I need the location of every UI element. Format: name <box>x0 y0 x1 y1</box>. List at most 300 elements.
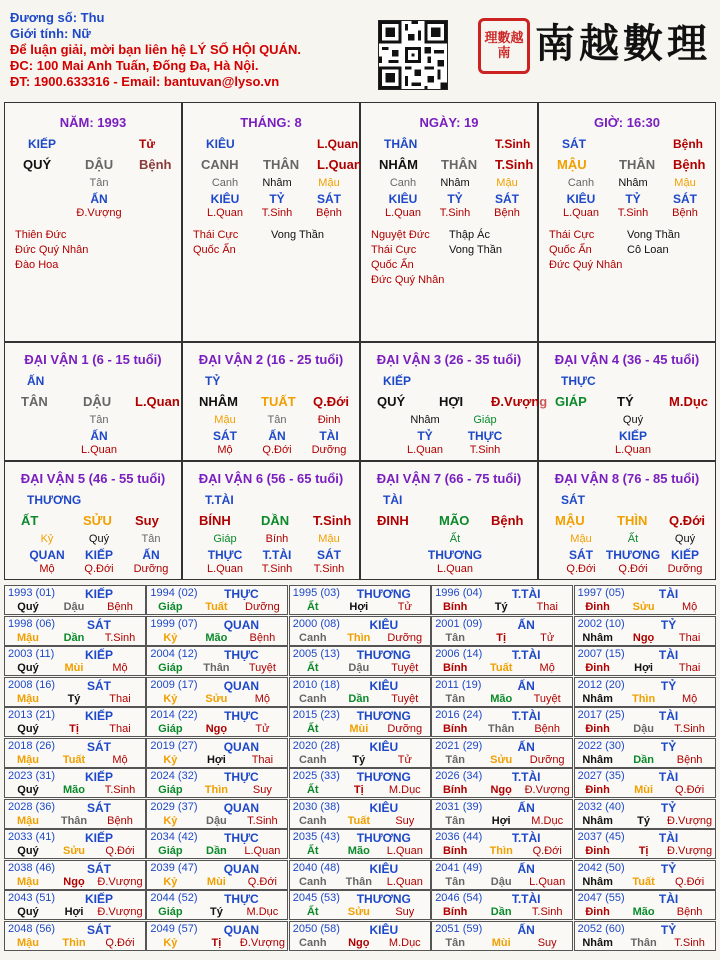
annual-stem: Giáp <box>158 662 183 674</box>
annual-branch: Thân <box>203 662 230 674</box>
annual-branch: Dần <box>206 845 227 857</box>
annual-year: 2006 (14) <box>435 648 483 660</box>
annual-branch: Mão <box>632 906 655 918</box>
annual-god: TÀI <box>658 709 679 723</box>
annual-god: KIÊU <box>369 678 399 693</box>
annual-phase: Suy <box>537 936 557 949</box>
annual-phase: Bệnh <box>534 723 561 735</box>
annual-cell <box>289 921 431 951</box>
annual-stem: Nhâm <box>582 875 613 888</box>
annual-god: KIẾP <box>84 709 113 723</box>
annual-stem: Giáp <box>158 601 183 613</box>
phone-email: ĐT: 1900.633316 - Email: bantuvan@lyso.vn <box>10 74 280 89</box>
hidden-stem: Canh <box>211 177 239 189</box>
annual-stem: Canh <box>299 692 327 705</box>
annual-cell <box>4 890 146 920</box>
annual-cell <box>146 799 288 829</box>
annual-cell <box>574 738 716 768</box>
annual-branch: Mão <box>63 784 85 796</box>
annual-phase: Tử <box>540 631 555 644</box>
annual-stem: Đinh <box>585 845 610 857</box>
annual-year: 2039 (47) <box>150 861 198 874</box>
annual-stem: Ất <box>306 723 319 735</box>
annual-branch: Thìn <box>631 692 656 705</box>
annual-phase: Thai <box>536 601 558 613</box>
hidden-stem: Nhâm <box>618 177 648 189</box>
annual-cell <box>289 738 431 768</box>
hidden-phase: L.Quan <box>80 444 118 456</box>
annual-branch: Mão <box>205 631 228 644</box>
annual-row <box>4 646 716 676</box>
annual-stem: Mậu <box>17 875 39 888</box>
annual-stem: Bính <box>442 845 468 857</box>
annual-year: 2017 (25) <box>577 709 625 721</box>
luck-stem-god: THƯƠNG <box>27 493 82 507</box>
hidden-phase: L.Quan <box>562 207 600 219</box>
annual-god: QUAN <box>223 678 260 693</box>
annual-year: 2045 (53) <box>292 892 340 904</box>
hidden-god: TỶ <box>447 192 463 206</box>
annual-god: QUAN <box>223 800 260 815</box>
annual-branch: Dần <box>490 906 512 918</box>
luck-stem-god: SÁT <box>561 493 585 507</box>
annual-branch: Ngọ <box>632 631 655 644</box>
pillar-stem-god: THÂN <box>384 137 418 151</box>
pillar-cell <box>538 102 716 342</box>
luck-cell <box>4 342 182 461</box>
annual-stem: Mậu <box>17 814 39 827</box>
annual-year: 2049 (57) <box>150 922 198 935</box>
annual-year: 2030 (38) <box>292 800 340 813</box>
star-good: Thiên Đức <box>15 229 67 241</box>
annual-phase: L.Quan <box>529 875 566 888</box>
luck-stem-god: ẤN <box>27 374 45 388</box>
address: ĐC: 100 Mai Anh Tuấn, Đống Đa, Hà Nội. <box>10 58 259 73</box>
hidden-stem: Ất <box>449 533 461 545</box>
hidden-stem: Mậu <box>496 177 518 189</box>
annual-row <box>4 829 716 859</box>
annual-phase: T.Sinh <box>674 936 705 949</box>
annual-stem: Mậu <box>17 936 39 949</box>
hidden-god: TỶ <box>269 192 285 206</box>
annual-god: TỶ <box>660 617 677 632</box>
annual-phase: M.Dục <box>388 936 421 949</box>
hidden-stem: Tân <box>89 177 109 189</box>
annual-god: T.TÀI <box>511 892 541 906</box>
annual-god: SÁT <box>87 617 111 632</box>
annual-stem: Nhâm <box>582 936 613 949</box>
header-info <box>10 10 350 90</box>
annual-year: 2012 (20) <box>577 678 625 691</box>
annual-god: KIẾP <box>84 648 113 662</box>
annual-god: QUAN <box>223 617 260 632</box>
annual-cell <box>289 707 431 737</box>
annual-branch: Sửu <box>62 845 86 857</box>
annual-year: 2034 (42) <box>150 831 198 843</box>
pillar-stem-phase: Bệnh <box>673 137 703 151</box>
annual-cell <box>4 585 146 615</box>
pillar-main: THÂN <box>263 157 300 172</box>
hidden-phase: L.Quan <box>206 207 244 219</box>
hidden-phase: Dưỡng <box>667 563 703 575</box>
pillar-main: QUÝ <box>23 157 52 172</box>
annual-phase: T.Sinh <box>531 906 563 918</box>
annual-god: T.TÀI <box>511 709 541 723</box>
annual-year: 2029 (37) <box>150 800 198 813</box>
hidden-stem: Quý <box>88 533 110 545</box>
annual-branch: Ngọ <box>63 875 85 888</box>
annual-cell <box>4 799 146 829</box>
luck-main: ĐINH <box>377 513 409 528</box>
annual-god: THỰC <box>224 587 259 601</box>
annual-god: QUAN <box>223 922 260 937</box>
annual-stem: Quý <box>17 723 39 735</box>
star-bad: Vong Thần <box>627 229 681 241</box>
annual-phase: Tử <box>255 723 270 735</box>
annual-stem: Bính <box>442 784 468 796</box>
annual-god: TÀI <box>658 648 679 662</box>
annual-year: 2052 (60) <box>577 922 625 935</box>
hidden-stem: Ất <box>627 533 639 545</box>
hidden-phase: T.Sinh <box>261 207 293 219</box>
star-good: Đức Quý Nhân <box>549 259 623 271</box>
annual-year: 2028 (36) <box>8 800 56 813</box>
annual-phase: Đ.Vượng <box>524 784 570 796</box>
annual-year: 2033 (41) <box>8 831 56 843</box>
annual-stem: Tân <box>445 814 465 827</box>
annual-phase: M.Dục <box>388 784 421 796</box>
annual-stem: Quý <box>17 784 39 796</box>
pillar-title: THÁNG: 8 <box>240 115 302 130</box>
annual-year: 2007 (15) <box>577 648 625 660</box>
annual-branch: Mùi <box>206 875 226 888</box>
annual-phase: Thai <box>678 662 701 674</box>
pillar-main: THÂN <box>441 157 478 172</box>
pillar-main: THÂN <box>619 157 656 172</box>
annual-god: SÁT <box>87 800 111 815</box>
annual-year: 2020 (28) <box>292 739 340 752</box>
annual-phase: Dưỡng <box>387 631 423 644</box>
star-good: Đức Quý Nhân <box>15 244 89 256</box>
star-bad: Vong Thần <box>271 229 325 241</box>
annual-stem: Bính <box>442 601 468 613</box>
luck-main: Đ.Vượng <box>491 394 548 409</box>
annual-god: ẤN <box>517 922 535 937</box>
luck-cell <box>360 342 548 461</box>
annual-branch: Tuất <box>632 875 655 888</box>
annual-year: 2037 (45) <box>577 831 625 843</box>
luck-stem-god: KIẾP <box>383 374 412 388</box>
annual-god: THỰC <box>224 892 259 906</box>
hidden-stem: Quý <box>674 533 696 545</box>
pillar-main: T.Sinh <box>495 157 534 172</box>
annual-cell <box>4 860 146 890</box>
annual-branch: Thân <box>488 723 515 735</box>
pillar-main: Bệnh <box>139 157 172 172</box>
annual-year: 2016 (24) <box>435 709 483 721</box>
annual-god: TỶ <box>660 800 677 815</box>
hidden-god: TỶ <box>625 192 641 206</box>
annual-phase: Bệnh <box>107 601 133 613</box>
annual-year: 2036 (44) <box>435 831 483 843</box>
annual-cell <box>431 829 573 859</box>
hidden-god: KIÊU <box>210 192 240 206</box>
annual-branch: Tý <box>209 906 223 918</box>
annual-branch: Tý <box>494 601 508 613</box>
annual-cell <box>574 799 716 829</box>
pillar-title: GIỜ: 16:30 <box>593 115 660 130</box>
hidden-god: THỰC <box>207 548 243 562</box>
annual-phase: Dưỡng <box>529 753 565 766</box>
annual-year: 1997 (05) <box>577 587 625 599</box>
annual-stem: Ất <box>306 784 319 796</box>
hidden-stem: Quý <box>622 414 644 426</box>
annual-god: KIÊU <box>369 739 399 754</box>
hidden-stem: Tân <box>141 533 161 545</box>
hidden-phase: T.Sinh <box>617 207 649 219</box>
annual-phase: Thai <box>109 723 131 735</box>
annual-phase: L.Quan <box>386 875 423 888</box>
annual-stem: Canh <box>299 875 327 888</box>
hidden-stem: Canh <box>567 177 595 189</box>
annual-god: THƯƠNG <box>356 831 411 845</box>
annual-branch: Hợi <box>64 906 84 918</box>
hidden-god: TÀI <box>319 429 339 443</box>
annual-god: ẤN <box>517 678 535 693</box>
annual-year: 1993 (01) <box>8 587 56 599</box>
annual-cell <box>4 646 146 676</box>
star-bad: Cô Loan <box>627 244 669 256</box>
hidden-god: THƯƠNG <box>605 548 661 562</box>
hidden-phase: T.Sinh <box>469 444 501 456</box>
annual-year: 2004 (12) <box>150 648 198 660</box>
luck-main: SỬU <box>83 513 112 528</box>
hidden-god: T.TÀI <box>262 548 292 562</box>
annual-branch: Dậu <box>63 601 85 613</box>
annual-year: 2019 (27) <box>150 739 198 752</box>
hidden-stem: Giáp <box>213 533 237 545</box>
annual-cell <box>574 585 716 615</box>
annual-year: 2013 (21) <box>8 709 56 721</box>
annual-god: TỶ <box>660 678 677 693</box>
annual-stem: Mậu <box>17 692 39 705</box>
annual-phase: Thai <box>678 631 701 644</box>
annual-stem: Giáp <box>158 845 183 857</box>
annual-stem: Nhâm <box>582 814 613 827</box>
annual-year: 1996 (04) <box>435 587 483 599</box>
annual-branch: Mùi <box>349 723 369 735</box>
hidden-phase: Đ.Vượng <box>76 207 122 219</box>
annual-row <box>4 768 716 798</box>
annual-cell <box>431 768 573 798</box>
annual-cell <box>431 585 573 615</box>
annual-phase: Mộ <box>681 601 698 613</box>
hidden-phase: L.Quan <box>384 207 422 219</box>
annual-cell <box>146 646 288 676</box>
annual-stem: Ất <box>306 906 319 918</box>
luck-main: TÂN <box>21 394 48 409</box>
luck-main: Suy <box>135 513 159 528</box>
annual-stem: Đinh <box>585 662 610 674</box>
annual-branch: Sửu <box>632 601 655 613</box>
annual-row <box>4 799 716 829</box>
hidden-stem: Mậu <box>674 177 696 189</box>
annual-stem: Giáp <box>158 784 183 796</box>
annual-stem: Kỷ <box>163 875 178 888</box>
annual-row <box>4 707 716 737</box>
hidden-phase: T.Sinh <box>439 207 471 219</box>
annual-branch: Tị <box>353 784 364 796</box>
annual-stem: Quý <box>17 601 39 613</box>
annual-branch: Dậu <box>633 723 654 735</box>
annual-god: SÁT <box>87 739 111 754</box>
luck-cell <box>360 461 538 580</box>
annual-branch: Tý <box>637 814 651 827</box>
annual-year: 2014 (22) <box>150 709 198 721</box>
hidden-phase: Bệnh <box>672 207 698 219</box>
annual-branch: Mùi <box>634 784 654 796</box>
annual-year: 2041 (49) <box>435 861 483 874</box>
luck-title: ĐẠI VẬN 8 (76 - 85 tuổi) <box>554 471 700 486</box>
annual-stem: Bính <box>442 723 468 735</box>
hidden-god: SÁT <box>495 192 519 206</box>
annual-cell <box>146 768 288 798</box>
annual-phase: Thai <box>251 753 274 766</box>
annual-phase: Đ.Vượng <box>239 936 285 949</box>
pillar-main: MẬU <box>557 157 587 172</box>
star-good: Quốc Ấn <box>193 244 236 256</box>
annual-year: 2050 (58) <box>292 922 340 935</box>
annual-year: 2005 (13) <box>292 648 340 660</box>
annual-phase: Mộ <box>112 662 128 674</box>
hidden-phase: Q.Đới <box>566 563 596 575</box>
annual-phase: L.Quan <box>386 845 423 857</box>
annual-stem: Đinh <box>585 906 610 918</box>
contact-invite: Để luận giải, mời bạn liên hệ LÝ SỐ HỘI QUÁN. <box>10 42 301 57</box>
annual-branch: Dậu <box>348 662 370 674</box>
hidden-phase: Dưỡng <box>133 563 169 575</box>
annual-phase: Bệnh <box>107 814 133 827</box>
annual-year: 2000 (08) <box>292 617 340 630</box>
luck-cell <box>538 342 716 461</box>
annual-phase: T.Sinh <box>674 723 705 735</box>
hidden-god: KIẾP <box>84 548 113 562</box>
annual-branch: Thân <box>60 814 88 827</box>
annual-luck-table <box>4 585 716 957</box>
annual-year: 2023 (31) <box>8 770 56 782</box>
annual-branch: Ngọ <box>205 723 228 735</box>
annual-stem: Canh <box>299 631 327 644</box>
annual-stem: Ất <box>306 662 319 674</box>
annual-phase: T.Sinh <box>104 784 136 796</box>
annual-year: 2002 (10) <box>577 617 625 630</box>
hidden-stem: Đinh <box>317 414 341 426</box>
luck-main: L.Quan <box>135 394 180 409</box>
hidden-god: KIẾP <box>618 429 647 443</box>
hidden-phase: Mộ <box>217 444 233 456</box>
luck-main: GIÁP <box>555 394 587 409</box>
annual-branch: Hợi <box>349 601 369 613</box>
annual-phase: Bệnh <box>676 906 703 918</box>
annual-god: TỶ <box>660 922 677 937</box>
annual-year: 2008 (16) <box>8 678 56 691</box>
annual-year: 2044 (52) <box>150 892 198 904</box>
annual-row <box>4 677 716 707</box>
annual-phase: Mộ <box>681 692 698 705</box>
annual-stem: Bính <box>442 662 468 674</box>
annual-branch: Thìn <box>204 784 228 796</box>
annual-stem: Kỷ <box>163 936 178 949</box>
annual-cell <box>431 921 573 951</box>
annual-branch: Mùi <box>64 662 84 674</box>
annual-phase: Tử <box>397 601 412 613</box>
hidden-phase: T.Sinh <box>261 563 293 575</box>
annual-branch: Tị <box>638 845 649 857</box>
annual-stem: Tân <box>445 875 465 888</box>
annual-cell <box>4 707 146 737</box>
annual-year: 2024 (32) <box>150 770 198 782</box>
annual-year: 2009 (17) <box>150 678 198 691</box>
annual-cell <box>146 829 288 859</box>
luck-cell <box>182 342 360 461</box>
annual-year: 1998 (06) <box>8 617 56 630</box>
annual-branch: Tý <box>352 753 366 766</box>
pillar-main: L.Quan <box>317 157 362 172</box>
annual-branch: Ngọ <box>348 936 370 949</box>
hidden-god: SÁT <box>317 192 341 206</box>
luck-stem-god: THỰC <box>561 374 596 388</box>
annual-year: 2048 (56) <box>8 922 56 935</box>
annual-god: ẤN <box>517 861 535 876</box>
hidden-stem: Mậu <box>570 533 592 545</box>
annual-stem: Canh <box>299 936 327 949</box>
luck-main: DẬU <box>83 394 112 409</box>
star-bad: Vong Thần <box>449 244 503 256</box>
annual-branch: Thìn <box>62 936 86 949</box>
annual-year: 2003 (11) <box>8 648 55 660</box>
annual-phase: L.Quan <box>244 845 281 857</box>
luck-main: HỢI <box>439 394 464 409</box>
annual-year: 2047 (55) <box>577 892 625 904</box>
annual-branch: Hợi <box>491 814 511 827</box>
annual-god: QUAN <box>223 861 260 876</box>
hidden-stem: Bính <box>265 533 289 545</box>
annual-year: 2018 (26) <box>8 739 56 752</box>
annual-cell <box>289 829 431 859</box>
pillar-stem-phase: L.Quan <box>317 137 359 151</box>
annual-phase: Q.Đới <box>105 936 135 949</box>
star-good: Quốc Ấn <box>371 259 414 271</box>
annual-stem: Kỷ <box>163 692 178 705</box>
annual-year: 2051 (59) <box>435 922 483 935</box>
annual-god: ẤN <box>517 800 535 815</box>
annual-branch: Dần <box>63 631 85 644</box>
annual-year: 2021 (29) <box>435 739 483 752</box>
hidden-phase: Q.Đới <box>262 444 292 456</box>
annual-stem: Mậu <box>17 631 39 644</box>
annual-cell <box>574 616 716 646</box>
hidden-stem: Mậu <box>214 414 236 426</box>
annual-phase: Q.Đới <box>674 875 705 888</box>
annual-stem: Nhâm <box>582 753 613 766</box>
annual-branch: Dậu <box>490 875 512 888</box>
annual-god: THƯƠNG <box>356 648 411 662</box>
pillar-main: NHÂM <box>379 157 418 172</box>
luck-title: ĐẠI VẬN 3 (26 - 35 tuổi) <box>376 352 522 367</box>
annual-row <box>4 921 716 951</box>
annual-cell <box>574 921 716 951</box>
annual-cell <box>431 860 573 890</box>
